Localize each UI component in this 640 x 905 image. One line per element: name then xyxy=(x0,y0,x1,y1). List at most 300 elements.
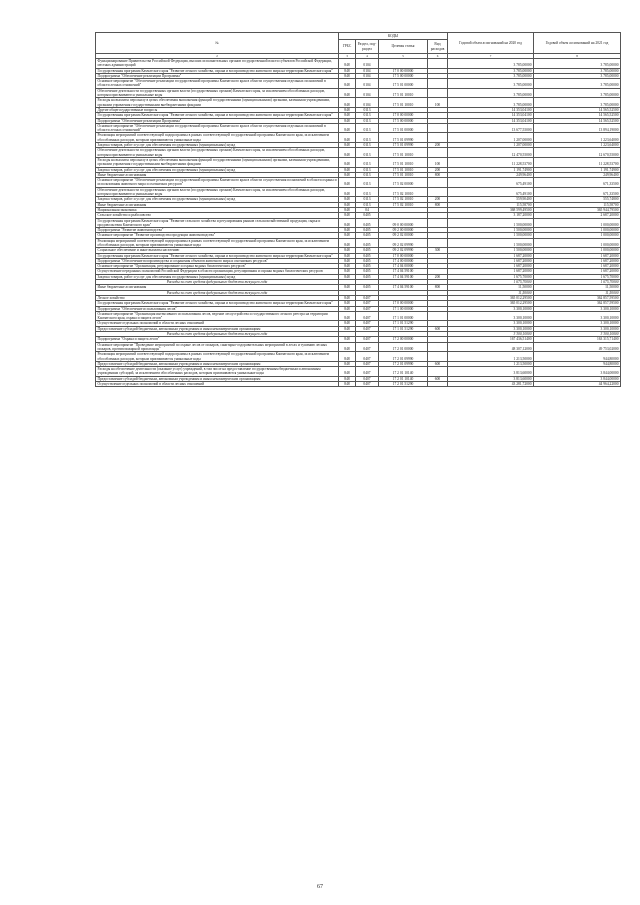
row-expense-type: 100 xyxy=(428,98,448,108)
row-section: 0104 xyxy=(356,73,379,78)
row-section: 0405 xyxy=(356,233,379,238)
row-volume-2021: 671,33500 xyxy=(534,178,621,188)
row-section: 0407 xyxy=(356,367,379,377)
row-expense-type xyxy=(428,133,448,143)
row-expense-type: 600 xyxy=(428,326,448,331)
table-row xyxy=(96,123,621,133)
row-grbs: 848 xyxy=(339,326,356,331)
row-name: Осуществление переданных полномочий Российской Федерации в области организации, регулирования и охраны водных биологических ресурсов xyxy=(96,269,339,274)
row-volume-2020: 3 300,10000 xyxy=(448,326,534,331)
row-article: 17 4 04 59100 xyxy=(379,274,428,279)
index-cell: 7 xyxy=(448,54,534,59)
row-volume-2020: 13 677,55000 xyxy=(448,123,534,133)
row-expense-type xyxy=(428,88,448,98)
row-article: 17 5 02 10010 xyxy=(379,202,428,207)
row-expense-type: 100 xyxy=(428,157,448,167)
row-article: 17 0 00 00000 xyxy=(379,301,428,306)
index-cell: 3 xyxy=(339,54,356,59)
row-section: 0113 xyxy=(356,143,379,148)
row-article: 17 2 01 10140 xyxy=(379,376,428,381)
row-grbs: 848 xyxy=(339,361,356,366)
row-volume-2020: 249,96400 xyxy=(448,172,534,177)
row-section: 0407 xyxy=(356,352,379,362)
row-section: 0113 xyxy=(356,107,379,112)
row-grbs: 848 xyxy=(339,207,356,212)
row-grbs: 848 xyxy=(339,233,356,238)
table-row xyxy=(96,187,621,197)
index-cell: 8 xyxy=(534,54,621,59)
row-expense-type: 600 xyxy=(428,376,448,381)
row-volume-2021: 944,80000 xyxy=(534,352,621,362)
header-volume-2020: Годовой объем ассигнований на 2020 год xyxy=(448,33,534,54)
index-cell: 5 xyxy=(379,54,428,59)
table-row xyxy=(96,311,621,321)
table-row xyxy=(96,88,621,98)
row-name: Предоставление субсидий бюджетным, автономным учреждениям и иным некоммерческим организациям xyxy=(96,361,339,366)
row-name: Подпрограмма "Обеспечение реализации Программы" xyxy=(96,118,339,123)
row-section: 04 xyxy=(356,207,379,212)
row-volume-2021: 555,74800 xyxy=(534,197,621,202)
row-article: 17 1 00 00000 xyxy=(379,306,428,311)
row-article: 17 4 04 59100 xyxy=(379,269,428,274)
row-grbs: 848 xyxy=(339,157,356,167)
row-volume-2020: 675,49100 xyxy=(448,178,534,188)
row-name: Функционирование Правительства Российской Федерации, высших исполнительных органов государственной власти субъектов Российской Федерации, местных администраций xyxy=(96,59,339,69)
header-grbs: ГРБС xyxy=(339,40,356,54)
row-article: 17 5 01 10010 xyxy=(379,98,428,108)
row-article: 09 2 02 09990 xyxy=(379,238,428,248)
row-volume-2020: 1 500,00000 xyxy=(448,238,534,248)
row-article: 17 4 00 00000 xyxy=(379,258,428,263)
row-volume-2020: 14 353,04100 xyxy=(448,107,534,112)
header-section: Раздел, под-раздел xyxy=(356,40,379,54)
row-grbs: 848 xyxy=(339,376,356,381)
row-volume-2020: 3 785,00000 xyxy=(448,98,534,108)
row-volume-2021: 671,33500 xyxy=(534,187,621,197)
budget-sheet xyxy=(95,32,620,387)
table-row xyxy=(96,218,621,228)
row-volume-2020: 115,58700 xyxy=(448,202,534,207)
row-name: Реализация мероприятий соответствующей подпрограммы в рамках соответствующей государственной программы Камчатского края, за исключением обособленных расходов, которым присваиваются уникальные коды xyxy=(96,133,339,143)
table-row xyxy=(96,352,621,362)
row-name: Государственная программа Камчатского края "Развитие лесного хозяйства, охрана и воспроизводство животного мира на территории Камчатского края" xyxy=(96,301,339,306)
header-article: Целевая статья xyxy=(379,40,428,54)
row-grbs: 848 xyxy=(339,197,356,202)
row-volume-2020: 1 500,00000 xyxy=(448,218,534,228)
row-grbs: 848 xyxy=(339,269,356,274)
index-cell: 4 xyxy=(356,54,379,59)
row-volume-2020: 1 675,70000 xyxy=(448,280,534,285)
table-row xyxy=(96,148,621,158)
table-row xyxy=(96,133,621,143)
row-volume-2021: 115,58700 xyxy=(534,202,621,207)
row-volume-2020: 1 213,50000 xyxy=(448,361,534,366)
row-article: 17 5 01 00000 xyxy=(379,79,428,89)
row-article: 17 4 04 59100 xyxy=(379,285,428,290)
row-article: 17 5 01 09990 xyxy=(379,143,428,148)
row-volume-2020: 3 785,00000 xyxy=(448,79,534,89)
row-grbs: 848 xyxy=(339,143,356,148)
row-volume-2021: 12 670,55000 xyxy=(534,148,621,158)
row-volume-2021: 1 675,70000 xyxy=(534,280,621,285)
row-volume-2021: 1 687,20000 xyxy=(534,253,621,258)
row-article: 17 5 01 10010 xyxy=(379,167,428,172)
row-article: 17 1 01 00000 xyxy=(379,311,428,321)
row-volume-2021: 1 687,20000 xyxy=(534,264,621,269)
row-grbs: 848 xyxy=(339,337,356,342)
row-volume-2020: 3 785,00000 xyxy=(448,68,534,73)
row-volume-2021: 3 785,00000 xyxy=(534,98,621,108)
row-section: 0113 xyxy=(356,157,379,167)
row-name: Подпрограмма "Обеспечение воспроизводства и сохранения объектов животного мира и охотничьих ресурсов" xyxy=(96,258,339,263)
row-grbs: 848 xyxy=(339,73,356,78)
row-article: 17 0 00 00000 xyxy=(379,68,428,73)
row-section: 0113 xyxy=(356,178,379,188)
row-volume-2021: 365 944,79500 xyxy=(534,207,621,212)
row-section: 0405 xyxy=(356,228,379,233)
row-section: 0407 xyxy=(356,342,379,352)
row-grbs: 848 xyxy=(339,187,356,197)
row-expense-type xyxy=(428,382,448,387)
table-row xyxy=(96,238,621,248)
row-name: Обеспечение деятельности государственных органов власти (государственных органов) Камчатского края, за исключением обособленных расходов, которым присваиваются уникальные коды xyxy=(96,187,339,197)
row-volume-2020: 1 500,00000 xyxy=(448,248,534,253)
row-grbs: 848 xyxy=(339,258,356,263)
row-expense-type: 800 xyxy=(428,202,448,207)
row-grbs: 848 xyxy=(339,213,356,218)
row-name: Основное мероприятие "Организация, регулирование и охрана водных биологических ресурсов" xyxy=(96,264,339,269)
row-volume-2021: 14 565,52500 xyxy=(534,107,621,112)
row-grbs: 848 xyxy=(339,167,356,172)
row-name: Подпрограмма "Охрана и защита лесов" xyxy=(96,337,339,342)
row-grbs: 848 xyxy=(339,382,356,387)
row-grbs: 848 xyxy=(339,295,356,300)
row-section: 0113 xyxy=(356,148,379,158)
row-section: 0405 xyxy=(356,258,379,263)
row-name: Обеспечение деятельности государственных органов власти (государственных органов) Камчатского края, за исключением обособленных расходов, которым присваиваются уникальные коды xyxy=(96,88,339,98)
row-volume-2021: 1 223,64000 xyxy=(534,143,621,148)
page-number: 67 xyxy=(317,884,323,890)
row-volume-2021: 3 844,00000 xyxy=(534,376,621,381)
row-grbs: 848 xyxy=(339,148,356,158)
row-section: 0113 xyxy=(356,167,379,172)
row-volume-2021: 3 844,00000 xyxy=(534,367,621,377)
row-volume-2020: 12 470,55000 xyxy=(448,148,534,158)
row-volume-2020: 3 300,10000 xyxy=(448,306,534,311)
index-cell: 2 xyxy=(96,54,339,59)
row-grbs: 848 xyxy=(339,352,356,362)
row-grbs: 848 xyxy=(339,113,356,118)
row-expense-type: 200 xyxy=(428,274,448,279)
row-section: 0104 xyxy=(356,88,379,98)
row-expense-type xyxy=(428,238,448,248)
row-grbs: 848 xyxy=(339,306,356,311)
row-section: 0104 xyxy=(356,98,379,108)
row-volume-2020: 3 813,60000 xyxy=(448,376,534,381)
row-volume-2021: 1 687,20000 xyxy=(534,258,621,263)
row-name: Основное мероприятие "Организация интенсивного использования лесов, ведение лесоустройства и государственного лесного реестра на территории Камчатского края, охрана и защита лесов" xyxy=(96,311,339,321)
row-section: 0405 xyxy=(356,213,379,218)
row-name: Социальное обеспечение и иные выплаты населению xyxy=(96,248,339,253)
row-name: Основное мероприятие "Проведение мероприятий по охране лесов от пожаров, санитарно-оздоровительных мероприятий в лесах и тушению лесных пожаров, противопожарной пропаганды" xyxy=(96,342,339,352)
row-section: 0113 xyxy=(356,202,379,207)
row-section: 0113 xyxy=(356,133,379,143)
row-volume-2021: 1 191,74900 xyxy=(534,167,621,172)
row-volume-2021: 3 785,00000 xyxy=(534,59,621,69)
row-section: 0113 xyxy=(356,118,379,123)
table-row xyxy=(96,382,621,387)
row-article: 17 5 01 10010 xyxy=(379,157,428,167)
row-grbs: 848 xyxy=(339,172,356,177)
row-volume-2021: 3 785,00000 xyxy=(534,73,621,78)
row-grbs: 848 xyxy=(339,274,356,279)
row-article: 17 1 01 51290 xyxy=(379,321,428,326)
row-volume-2020: 14 353,04100 xyxy=(448,113,534,118)
row-name: Сельское хозяйство и рыболовство xyxy=(96,213,339,218)
row-volume-2021: 13 894,19000 xyxy=(534,123,621,133)
index-cell: 6 xyxy=(428,54,448,59)
row-article: 17 5 00 00000 xyxy=(379,118,428,123)
row-section: 0407 xyxy=(356,301,379,306)
header-volume-2021: Годовой объем ассигнований на 2021 год xyxy=(534,33,621,54)
row-name: Основное мероприятие "Обеспечение реализации государственной программы Камчатского края в области осуществления отдельных полномочий в области лесных отношений" xyxy=(96,123,339,133)
row-name: Основное мероприятие "Развитие производства продукции животноводства" xyxy=(96,233,339,238)
row-article: 17 5 01 10010 xyxy=(379,88,428,98)
row-volume-2021: 944,80000 xyxy=(534,361,621,366)
row-volume-2020: 1 687,20000 xyxy=(448,258,534,263)
row-section: 0113 xyxy=(356,172,379,177)
row-grbs: 848 xyxy=(339,264,356,269)
row-grbs: 848 xyxy=(339,118,356,123)
row-name: Национальная экономика xyxy=(96,207,339,212)
row-expense-type xyxy=(428,352,448,362)
row-volume-2021: 1 000,00000 xyxy=(534,248,621,253)
row-grbs: 848 xyxy=(339,123,356,133)
row-volume-2021: 3 300,10000 xyxy=(534,326,621,331)
row-section: 0113 xyxy=(356,123,379,133)
row-volume-2020: 1 687,20000 xyxy=(448,269,534,274)
row-volume-2021: 11,50000 xyxy=(534,290,621,295)
row-section: 0405 xyxy=(356,218,379,228)
row-section: 0405 xyxy=(356,253,379,258)
row-article: 17 1 01 51290 xyxy=(379,326,428,331)
header-codes: КОДЫ xyxy=(339,33,448,40)
row-expense-type xyxy=(428,187,448,197)
row-name: Государственная программа Камчатского края "Развитие лесного хозяйства, охрана и воспроизводство животного мира на территории Камчатского края" xyxy=(96,68,339,73)
row-expense-type xyxy=(428,79,448,89)
row-name: Подпрограмма "Развитие животноводства" xyxy=(96,228,339,233)
row-volume-2020: 675,49100 xyxy=(448,187,534,197)
row-volume-2021: 11 228,53700 xyxy=(534,157,621,167)
row-article: 17 0 00 00000 xyxy=(379,113,428,118)
row-article: 17 5 01 09990 xyxy=(379,133,428,143)
row-volume-2021: 1 675,70000 xyxy=(534,274,621,279)
budget-table xyxy=(95,32,621,387)
row-volume-2020: 559,90400 xyxy=(448,197,534,202)
row-volume-2020: 43 281,72000 xyxy=(448,382,534,387)
row-volume-2021: 1 687,20000 xyxy=(534,269,621,274)
row-article: 09 0 00 00000 xyxy=(379,218,428,228)
row-volume-2021: 163 315,71400 xyxy=(534,337,621,342)
row-article: 17 5 00 00000 xyxy=(379,73,428,78)
row-volume-2020: 11,50000 xyxy=(448,285,534,290)
row-section: 0405 xyxy=(356,248,379,253)
row-article: 09 2 02 00000 xyxy=(379,233,428,238)
row-volume-2021: 14 565,52500 xyxy=(534,118,621,123)
row-name: Закупка товаров, работ и услуг для обеспечения государственных (муниципальных) нужд xyxy=(96,167,339,172)
row-name: Реализация мероприятий соответствующей подпрограммы в рамках соответствующей государственной программы Камчатского края, за исключением обособленных расходов, которым присваиваются уникальные коды xyxy=(96,238,339,248)
row-expense-type xyxy=(428,148,448,158)
row-section: 0407 xyxy=(356,382,379,387)
row-volume-2021: 3 785,00000 xyxy=(534,68,621,73)
row-volume-2021: 14 565,52500 xyxy=(534,113,621,118)
row-name: Государственная программа Камчатского края "Развитие сельского хозяйства и регулирования рынков сельскохозяйственной продукции, сырья и продовольствия Камчатского края" xyxy=(96,218,339,228)
row-name: Подпрограмма "Обеспечение использования лесов" xyxy=(96,306,339,311)
row-volume-2020: 1 213,50000 xyxy=(448,352,534,362)
row-volume-2020: 1 687,20000 xyxy=(448,264,534,269)
row-volume-2020: 1 675,70000 xyxy=(448,274,534,279)
row-volume-2020: 167 436,51400 xyxy=(448,337,534,342)
row-article: 17 2 01 09990 xyxy=(379,361,428,366)
row-expense-type: 600 xyxy=(428,361,448,366)
row-name: Иные бюджетные ассигнования xyxy=(96,172,339,177)
row-grbs: 848 xyxy=(339,238,356,248)
row-volume-2021: 1 000,00000 xyxy=(534,218,621,228)
row-volume-2021: 3 785,00000 xyxy=(534,88,621,98)
row-volume-2020: 1 207,00000 xyxy=(448,133,534,143)
row-article: 17 2 01 09990 xyxy=(379,352,428,362)
row-volume-2021: 3 785,00000 xyxy=(534,79,621,89)
row-volume-2021: 3 300,10000 xyxy=(534,306,621,311)
row-grbs: 848 xyxy=(339,321,356,326)
row-expense-type xyxy=(428,342,448,352)
row-name: Закупка товаров, работ и услуг для обеспечения государственных (муниципальных) нужд xyxy=(96,143,339,148)
row-expense-type xyxy=(428,123,448,133)
row-article: 17 5 01 00000 xyxy=(379,123,428,133)
row-grbs: 848 xyxy=(339,248,356,253)
row-volume-2020: 3 300,10000 xyxy=(448,332,534,337)
row-expense-type: 800 xyxy=(428,172,448,177)
row-name: Расходы на выплаты персоналу в целях обеспечения выполнения функций государственными (муниципальными) органами, казенными учреждениями, органами управления государственными внебюджетными фондами xyxy=(96,98,339,108)
row-grbs: 848 xyxy=(339,253,356,258)
row-name: Основное мероприятие "Обеспечение реализации государственной программы Камчатского края в области осуществления полномочий в области охраны и использования животного мира и охотничьих ресурсов" xyxy=(97,178,337,187)
row-article: 17 5 02 10010 xyxy=(379,187,428,197)
row-name: Осуществление отдельных полномочий в области лесных отношений xyxy=(96,382,339,387)
row-volume-2020: 368 599,49500 xyxy=(448,207,534,212)
row-grbs: 848 xyxy=(339,68,356,73)
row-article: 17 0 00 00000 xyxy=(379,253,428,258)
row-article: 17 2 01 10140 xyxy=(379,367,428,377)
row-volume-2021: 3 300,10000 xyxy=(534,311,621,321)
row-volume-2020: 3 813,60000 xyxy=(448,367,534,377)
row-section: 0104 xyxy=(356,68,379,73)
row-volume-2020: 11,50000 xyxy=(448,290,534,295)
row-expense-type xyxy=(428,59,448,69)
row-grbs: 848 xyxy=(339,133,356,143)
table-body xyxy=(96,59,621,387)
row-expense-type: 200 xyxy=(428,167,448,172)
row-volume-2020: 48 307,12000 xyxy=(448,342,534,352)
row-volume-2020: 1 207,00000 xyxy=(448,143,534,148)
table-row xyxy=(96,98,621,108)
row-grbs: 848 xyxy=(339,228,356,233)
row-section: 0407 xyxy=(356,321,379,326)
row-name: Обеспечение деятельности государственных органов власти (государственных органов) Камчатского края, за исключением обособленных расходов, которым присваиваются уникальные коды xyxy=(96,148,339,158)
row-volume-2021: 1 000,00000 xyxy=(534,238,621,248)
row-section: 0113 xyxy=(356,197,379,202)
header-num: № xyxy=(96,33,339,54)
row-volume-2020: 3 300,10000 xyxy=(448,321,534,326)
row-section: 0113 xyxy=(356,187,379,197)
row-volume-2021: 2 687,20000 xyxy=(534,213,621,218)
row-volume-2021: 1 000,00000 xyxy=(534,233,621,238)
row-section: 0104 xyxy=(356,79,379,89)
row-volume-2020: 1 500,00000 xyxy=(448,228,534,233)
row-expense-type xyxy=(428,367,448,377)
row-volume-2020: 3 785,00000 xyxy=(448,59,534,69)
row-section: 0405 xyxy=(356,285,379,290)
row-grbs: 848 xyxy=(339,311,356,321)
header-expense-type: Вид расходов xyxy=(428,40,448,54)
row-section: 0405 xyxy=(356,269,379,274)
row-article xyxy=(379,59,428,69)
table-row xyxy=(96,157,621,167)
row-volume-2020: 3 300,10000 xyxy=(448,311,534,321)
row-expense-type xyxy=(428,311,448,321)
row-name: Расходы на обеспечение деятельности (оказание услуг) учреждений, в том числе на предоставление государственным бюджетным и автономным учреждениям субсидий, за исключением обособленных расходов, которым присваиваются уникальные коды xyxy=(96,367,339,377)
row-volume-2020: 1 500,00000 xyxy=(448,233,534,238)
row-volume-2021: 1 223,64000 xyxy=(534,133,621,143)
row-section: 0407 xyxy=(356,326,379,331)
row-volume-2021: 3 300,10000 xyxy=(534,321,621,326)
row-name: Лесное хозяйство xyxy=(96,295,339,300)
row-section: 0407 xyxy=(356,361,379,366)
row-expense-type: 200 xyxy=(428,143,448,148)
row-article: 17 5 01 10010 xyxy=(379,148,428,158)
row-article: 09 2 00 00000 xyxy=(379,228,428,233)
row-volume-2021: 362 857,59500 xyxy=(534,295,621,300)
row-expense-type: 800 xyxy=(428,285,448,290)
row-article: 17 2 01 00000 xyxy=(379,342,428,352)
row-volume-2020: 3 785,00000 xyxy=(448,88,534,98)
row-grbs: 848 xyxy=(339,107,356,112)
row-name: Расходы за счет средств федерального бюджета текущего года xyxy=(96,332,339,337)
row-expense-type xyxy=(428,218,448,228)
table-row xyxy=(96,79,621,89)
row-volume-2020: 3 187,20000 xyxy=(448,213,534,218)
row-volume-2020: 365 012,29500 xyxy=(448,301,534,306)
row-grbs: 848 xyxy=(339,342,356,352)
row-section: 0407 xyxy=(356,306,379,311)
row-name: Иные бюджетные ассигнования xyxy=(96,285,339,290)
row-section: 0407 xyxy=(356,295,379,300)
row-grbs: 848 xyxy=(339,367,356,377)
row-section: 0407 xyxy=(356,376,379,381)
row-grbs: 848 xyxy=(339,285,356,290)
row-volume-2020: 1 191,74900 xyxy=(448,167,534,172)
row-section: 0407 xyxy=(356,337,379,342)
row-name: Подпрограмма "Обеспечение реализации Программы" xyxy=(96,73,339,78)
row-article: 17 2 00 00000 xyxy=(379,337,428,342)
row-grbs: 848 xyxy=(339,88,356,98)
row-volume-2021: 49 753,02000 xyxy=(534,342,621,352)
row-name: Иные бюджетные ассигнования xyxy=(96,202,339,207)
row-name: Предоставление субсидий бюджетным, автономным учреждениям и иным некоммерческим организациям xyxy=(96,376,339,381)
row-article: 17 5 02 10010 xyxy=(379,197,428,202)
row-name: Расходы за счет средств федерального бюджета текущего года xyxy=(96,290,339,295)
row-name: Расходы за счет средств федерального бюджета текущего года xyxy=(96,280,339,285)
row-section: 0104 xyxy=(356,59,379,69)
